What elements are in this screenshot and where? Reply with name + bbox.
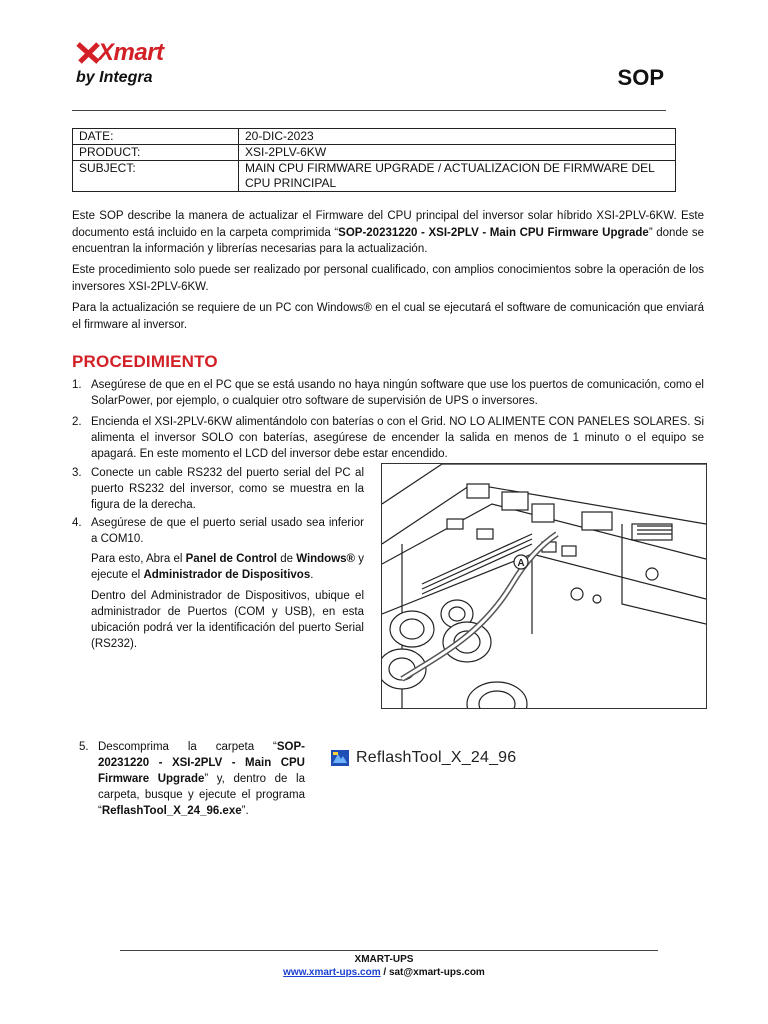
exe-name: ReflashTool_X_24_96.exe [101, 805, 242, 817]
step-text-part: Descomprima la carpeta “ [98, 741, 277, 753]
step-text [98, 739, 305, 819]
figure-marker: A [517, 558, 525, 569]
header-divider [72, 110, 666, 111]
step-text: Para esto, Abra el [91, 553, 186, 565]
application-icon [330, 748, 350, 768]
step-5 [79, 739, 305, 817]
table-row [73, 129, 676, 145]
step-text: y ejecute el [91, 553, 364, 581]
folder-name: SOP-20231220 - XSI-2PLV - Main CPU Firmware Upgrade [98, 741, 305, 785]
windows-term: Windows® [296, 553, 356, 565]
step-text-part: ”. [241, 805, 249, 817]
logo-subtitle: by Integra [76, 69, 153, 86]
date-label: DATE: [73, 129, 239, 145]
footer-contact [0, 967, 768, 978]
step-text: Encienda el XSI-2PLV-6KW alimentándolo con baterías o con el Grid. NO LO ALIMENTE CON PANELES SOLARES. Si alimenta el inversor SOLO con baterías, asegúrese de encender la salida en menos de 1 minuto o el equipo se apagará. En este momento el LCD del inversor debe estar encendido. [91, 416, 704, 460]
intro-paragraph-1 [72, 208, 704, 258]
step-text: de [277, 553, 297, 565]
step-4 [72, 515, 364, 549]
procedure-heading: PROCEDIMIENTO [72, 352, 218, 371]
control-panel-term: Panel de Control [185, 553, 277, 565]
info-table [72, 128, 676, 192]
company-logo [72, 38, 202, 98]
step-text: Conecte un cable RS232 del puerto serial del PC al puerto RS232 del inversor, como se muestra en la figura de la derecha. [91, 467, 364, 511]
step-3 [72, 465, 364, 513]
product-value: XSI-2PLV-6KW [239, 145, 676, 161]
step-number: 1. [72, 379, 82, 391]
logo-brand: Xmart [98, 39, 164, 66]
product-label: PRODUCT: [73, 145, 239, 161]
footer-divider [120, 950, 658, 951]
rs232-connection-figure [381, 463, 707, 709]
intro-text: ” donde se encuentran la información y librerías necesarias para la actualización. [72, 226, 704, 255]
website-link[interactable]: www.xmart-ups.com [283, 967, 381, 978]
step-text-part: ” y, dentro de la carpeta, busque y ejecute el programa “ [98, 773, 305, 817]
step-number: 2. [72, 416, 82, 428]
intro-text: Este SOP describe la manera de actualizar el Firmware del CPU principal del inversor solar híbrido XSI-2PLV-6KW. Este documento está incluido en la carpeta comprimida “ [72, 210, 704, 239]
step-2 [72, 414, 704, 464]
doc-type-title: SOP [617, 65, 664, 90]
footer-brand: XMART-UPS [354, 954, 414, 965]
step-text: Asegúrese de que el puerto serial usado sea inferior a COM10. [91, 517, 364, 545]
step-4-ports-instruction: Dentro del Administrador de Dispositivos, ubique el administrador de Puertos (COM y USB), en esta ubicación podrá ver la identificación del puerto Serial (RS232). [91, 590, 364, 650]
step-text: . [310, 569, 314, 581]
subject-value: MAIN CPU FIRMWARE UPGRADE / ACTUALIZACION DE FIRMWARE DEL CPU PRINCIPAL [239, 161, 676, 192]
step-number: 4. [72, 517, 82, 529]
inverter-illustration [382, 464, 706, 708]
intro-paragraph-2: Este procedimiento solo puede ser realizado por personal cualificado, con amplios conocimientos sobre la operación de los inversores XSI-2PLV-6KW. [72, 264, 704, 293]
date-value: 20-DIC-2023 [239, 129, 676, 145]
table-row [73, 145, 676, 161]
subject-label: SUBJECT: [73, 161, 239, 192]
intro-paragraph-3: Para la actualización se requiere de un PC con Windows® en el cual se ejecutará el software de comunicación que enviará el firmware al inversor. [72, 302, 704, 331]
reflash-tool-label: ReflashTool_X_24_96 [356, 749, 517, 766]
footer-separator: / [380, 967, 389, 978]
step-number: 3. [72, 467, 82, 479]
step-4-panel-instruction [91, 551, 364, 583]
step-1 [72, 377, 704, 411]
step-number: 5. [79, 741, 89, 753]
folder-name: SOP-20231220 - XSI-2PLV - Main CPU Firmware Upgrade [338, 226, 649, 239]
reflash-tool-shortcut[interactable] [330, 746, 516, 770]
device-manager-term: Administrador de Dispositivos [143, 569, 311, 581]
step-text: Asegúrese de que en el PC que se está usando no haya ningún software que use los puertos de comunicación, como el SolarPower, por ejemplo, o cualquier otro software de supervisión de UPS o inversores. [91, 379, 704, 407]
support-email: sat@xmart-ups.com [388, 967, 485, 978]
table-row [73, 161, 676, 192]
